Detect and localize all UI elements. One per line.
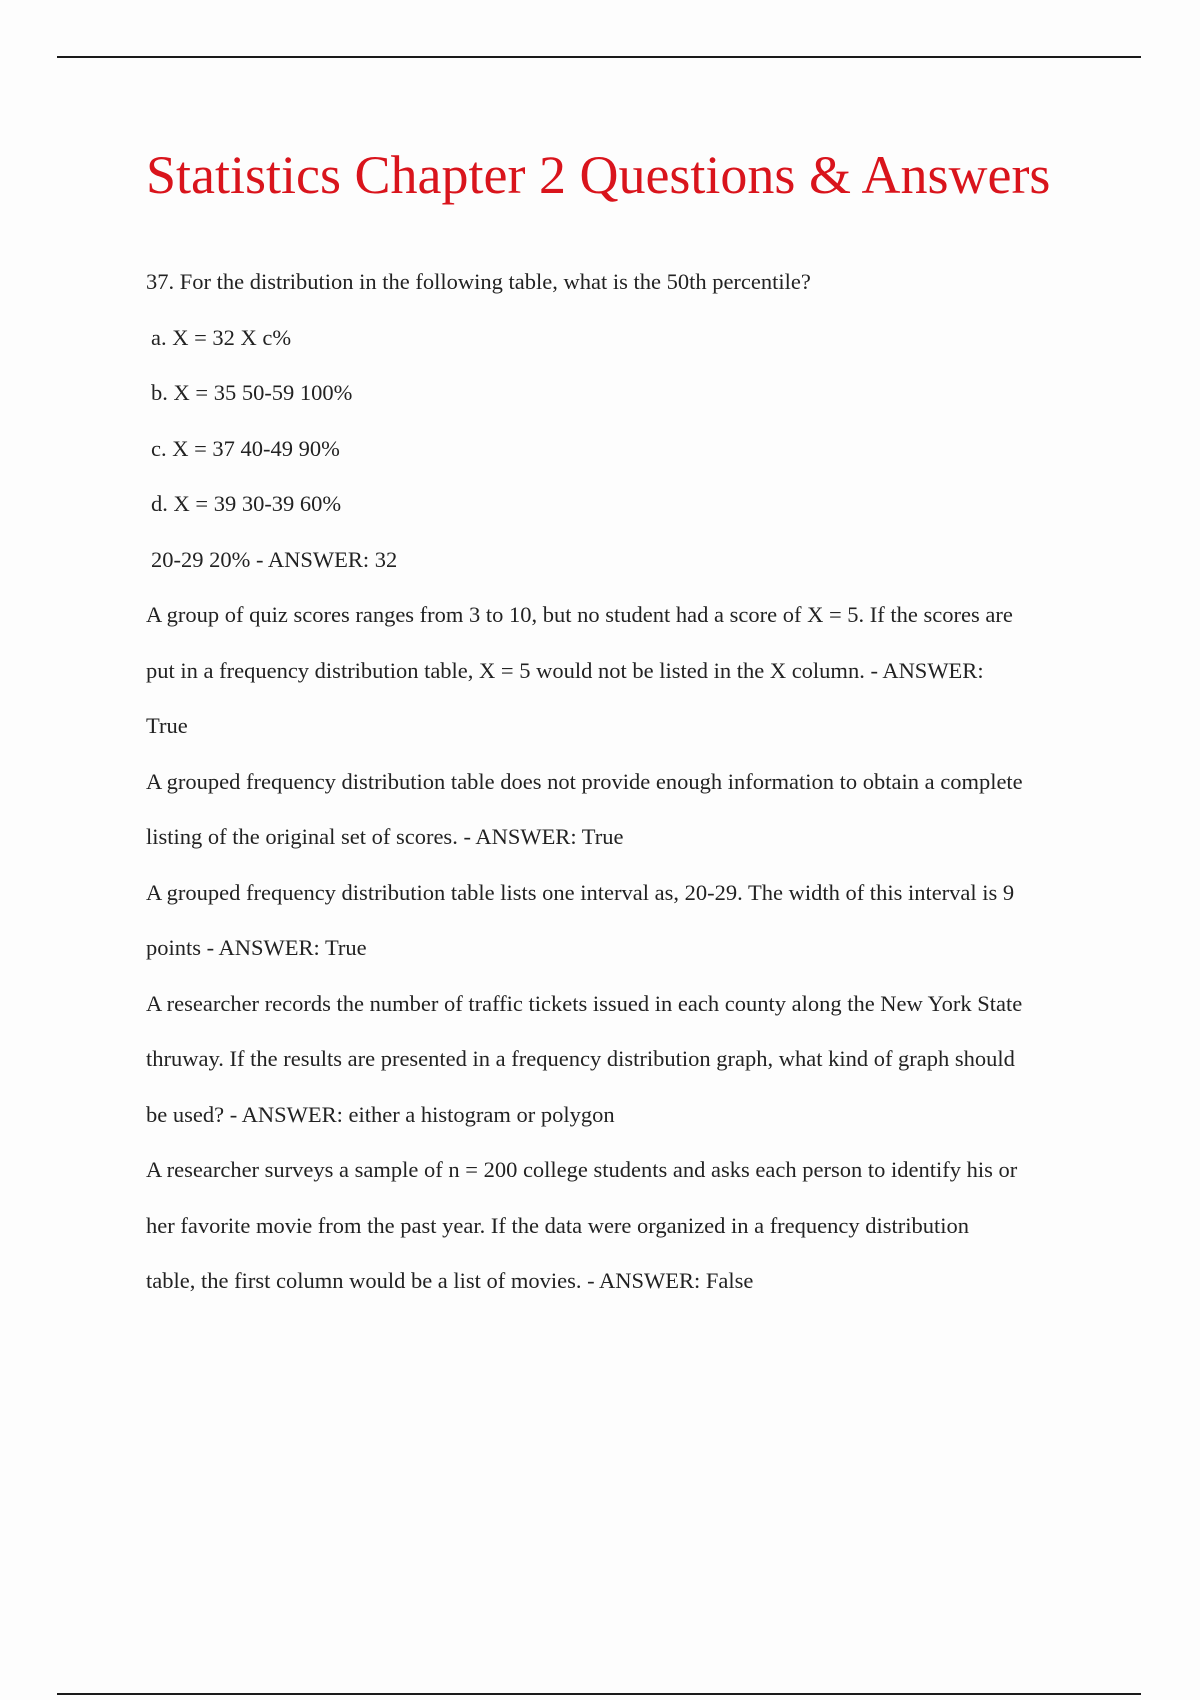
- top-rule: [57, 56, 1141, 58]
- answer-line: listing of the original set of scores. - ANSWER: True: [146, 824, 624, 849]
- answer-line: be used? - ANSWER: either a histogram or polygon: [146, 1101, 615, 1127]
- question-line: A grouped frequency distribution table lists one interval as, 20-29. The width of this interval is 9: [146, 879, 1015, 905]
- question-line: A grouped frequency distribution table does not provide enough information to obtain a complete: [146, 768, 1023, 794]
- question-line: thruway. If the results are presented in a frequency distribution graph, what kind of graph should: [146, 1046, 1015, 1071]
- answer-line: points - ANSWER: True: [146, 935, 367, 960]
- bottom-rule: [57, 1693, 1141, 1695]
- document-body: [146, 140, 1096, 1309]
- option-a: a. X = 32 X c%: [151, 324, 292, 350]
- question-line: A researcher surveys a sample of n = 200 college students and asks each person to identify his or: [146, 1157, 1018, 1182]
- question-line: put in a frequency distribution table, X = 5 would not be listed in the X column. - ANSWER:: [146, 657, 984, 683]
- question-line: A researcher records the number of traffic tickets issued in each county along the New York State: [146, 990, 1023, 1016]
- question-line: A group of quiz scores ranges from 3 to 10, but no student had a score of X = 5. If the scores are: [146, 602, 1013, 627]
- option-c: c. X = 37 40-49 90%: [151, 435, 340, 461]
- answer-line: table, the first column would be a list of movies. - ANSWER: False: [146, 1268, 754, 1293]
- question-line: her favorite movie from the past year. If the data were organized in a frequency distribution: [146, 1212, 970, 1238]
- question-37: 37. For the distribution in the following table, what is the 50th percentile?: [146, 269, 811, 294]
- answer-line: True: [146, 713, 188, 738]
- page-title: Statistics Chapter 2 Questions & Answers: [146, 145, 1051, 205]
- option-b: b. X = 35 50-59 100%: [151, 380, 353, 405]
- option-d: d. X = 39 30-39 60%: [151, 491, 342, 516]
- answer-37: 20-29 20% - ANSWER: 32: [151, 546, 398, 572]
